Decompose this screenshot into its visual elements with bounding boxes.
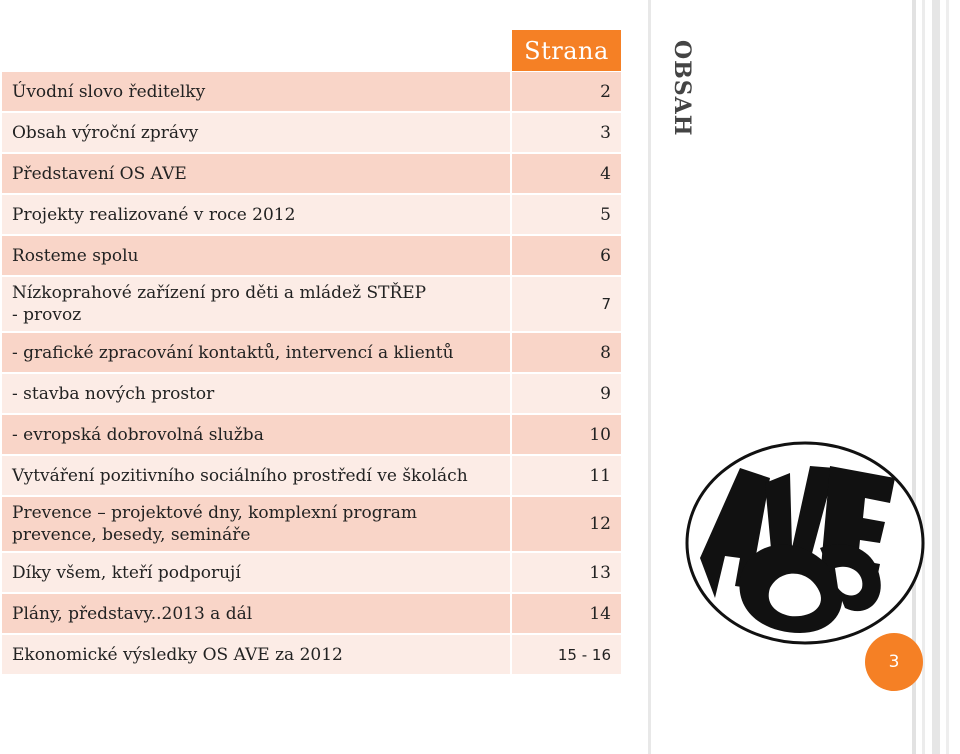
toc-entry-page: 12 — [512, 497, 621, 551]
toc-entry-page: 13 — [512, 553, 621, 592]
toc-entry-title: Nízkoprahové zařízení pro děti a mládež STŘEP - provoz — [2, 277, 510, 331]
toc-entry-title: Představení OS AVE — [2, 154, 510, 193]
toc-entry-page: 4 — [512, 154, 621, 193]
toc-entry-page: 9 — [512, 374, 621, 413]
toc-row — [2, 154, 621, 193]
toc-row — [2, 113, 621, 152]
toc-entry-title: Vytváření pozitivního sociálního prostředí ve školách — [2, 456, 510, 495]
toc-entry-title: Rosteme spolu — [2, 236, 510, 275]
page-number-badge: 3 — [865, 633, 923, 691]
toc-row — [2, 594, 621, 633]
toc-entry-title: - stavba nových prostor — [2, 374, 510, 413]
toc-entry-title: Díky všem, kteří podporují — [2, 553, 510, 592]
toc-row — [2, 415, 621, 454]
toc-entry-title: Prevence – projektové dny, komplexní program prevence, besedy, semináře — [2, 497, 510, 551]
toc-entry-page: 10 — [512, 415, 621, 454]
toc-entry-page: 8 — [512, 333, 621, 372]
page-column-header: Strana — [512, 30, 621, 71]
ave-logo-icon — [680, 438, 930, 648]
toc-entry-title: Projekty realizované v roce 2012 — [2, 195, 510, 234]
toc-row — [2, 497, 621, 551]
toc-entry-title: - evropská dobrovolná služba — [2, 415, 510, 454]
toc-entry-page: 5 — [512, 195, 621, 234]
section-title: OBSAH — [669, 40, 695, 137]
toc-entry-page: 2 — [512, 72, 621, 111]
decorative-stripe — [932, 0, 940, 754]
toc-row — [2, 72, 621, 111]
toc-entry-page: 11 — [512, 456, 621, 495]
toc-entry-page: 3 — [512, 113, 621, 152]
decorative-stripe — [946, 0, 949, 754]
toc-row — [2, 635, 621, 674]
toc-row — [2, 195, 621, 234]
toc-entry-title: Ekonomické výsledky OS AVE za 2012 — [2, 635, 510, 674]
toc-entry-title: - grafické zpracování kontaktů, intervencí a klientů — [2, 333, 510, 372]
toc-entry-title: Plány, představy..2013 a dál — [2, 594, 510, 633]
toc-entry-page: 7 — [512, 277, 621, 331]
toc-row — [2, 553, 621, 592]
toc-row — [2, 236, 621, 275]
toc-entry-page: 15 - 16 — [512, 635, 621, 674]
toc-entry-page: 14 — [512, 594, 621, 633]
toc-row — [2, 277, 621, 331]
toc-entry-title: Úvodní slovo ředitelky — [2, 72, 510, 111]
toc-row — [2, 374, 621, 413]
toc-row — [2, 333, 621, 372]
toc-entry-page: 6 — [512, 236, 621, 275]
toc-entry-title: Obsah výroční zprávy — [2, 113, 510, 152]
toc-row — [2, 456, 621, 495]
